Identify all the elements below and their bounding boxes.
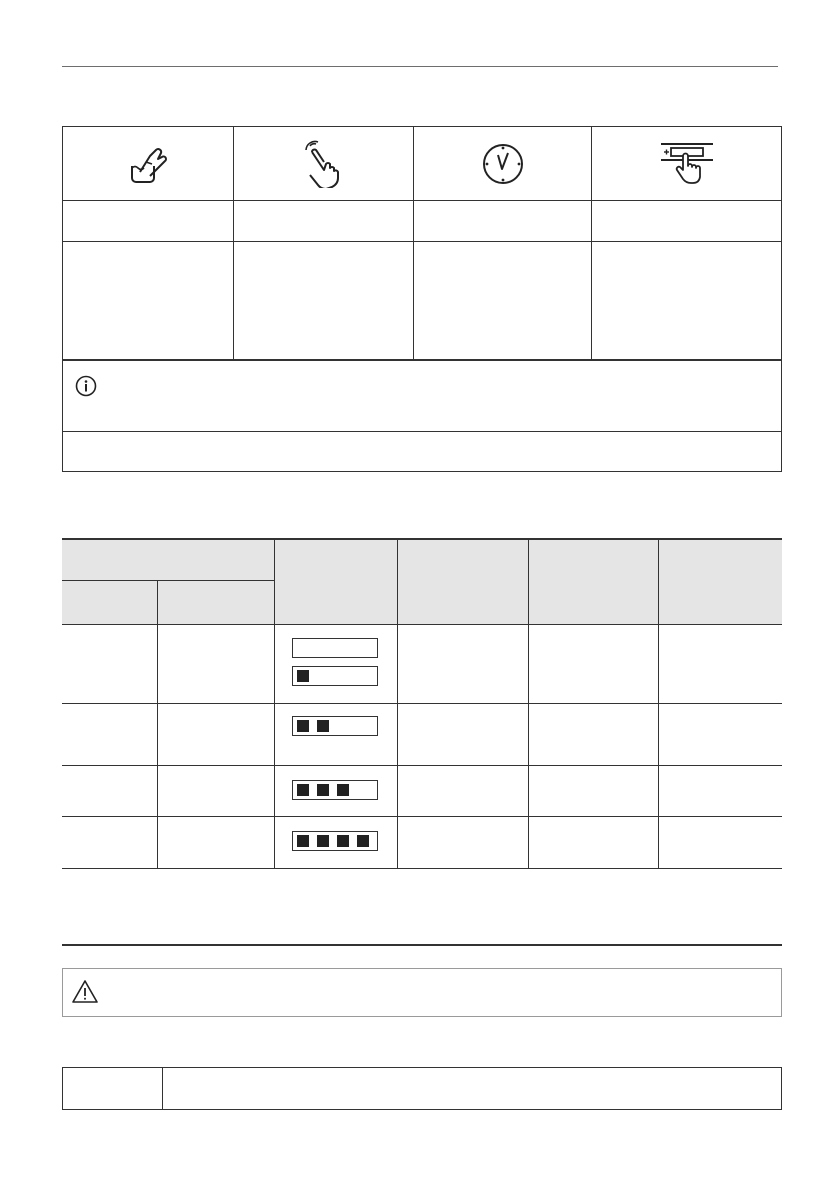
press-button-icon xyxy=(659,142,715,186)
level-square xyxy=(317,784,329,796)
warning-box xyxy=(62,968,782,1017)
info-table-value xyxy=(163,1068,781,1109)
level-square xyxy=(337,784,349,796)
feature-description xyxy=(63,242,234,359)
info-icon xyxy=(75,375,97,397)
header-rule xyxy=(62,66,778,67)
grid-line xyxy=(62,816,782,817)
level-square xyxy=(297,670,309,682)
header-col4 xyxy=(398,538,528,624)
feature-cell-2 xyxy=(234,127,414,200)
level-square xyxy=(297,720,309,732)
level-table xyxy=(62,538,782,869)
grid-line xyxy=(62,624,782,625)
info-table xyxy=(62,1067,782,1110)
grid-line xyxy=(62,538,782,540)
grid-line xyxy=(62,703,782,704)
feature-cell-4 xyxy=(592,127,781,200)
feature-label xyxy=(63,201,234,241)
grid-line xyxy=(274,538,275,869)
level-square xyxy=(297,835,309,847)
feature-table xyxy=(62,126,782,472)
level-indicator xyxy=(292,666,378,686)
feature-description xyxy=(592,242,781,359)
level-square xyxy=(317,720,329,732)
feature-cell-3 xyxy=(414,127,592,200)
level-indicator xyxy=(292,716,378,736)
feature-labels-row xyxy=(63,201,781,242)
feature-descriptions-row xyxy=(63,242,781,359)
header-sub2 xyxy=(158,581,274,624)
info-table-key xyxy=(63,1068,163,1109)
grid-line xyxy=(62,580,274,581)
grid-line xyxy=(658,538,659,869)
feature-cell-1 xyxy=(63,127,234,200)
warning-triangle-icon xyxy=(71,979,99,1005)
header-level xyxy=(275,538,397,624)
feature-description xyxy=(234,242,414,359)
level-indicator xyxy=(292,638,378,658)
clock-icon xyxy=(480,141,526,187)
feature-label xyxy=(414,201,592,241)
level-square xyxy=(317,835,329,847)
grid-line xyxy=(397,538,398,869)
info-note xyxy=(63,359,781,431)
level-indicator xyxy=(292,780,378,800)
feature-label xyxy=(592,201,781,241)
hand-in-water-icon xyxy=(126,142,170,186)
feature-label xyxy=(234,201,414,241)
level-square xyxy=(337,835,349,847)
feature-icons-row xyxy=(63,127,781,201)
section-rule xyxy=(62,944,782,946)
header-col6 xyxy=(659,538,782,624)
level-square xyxy=(297,784,309,796)
touch-gesture-icon xyxy=(302,140,346,188)
grid-line xyxy=(157,580,158,869)
level-indicator xyxy=(292,831,378,851)
grid-line xyxy=(62,868,782,869)
table-note xyxy=(63,431,781,471)
level-square xyxy=(357,835,369,847)
grid-line xyxy=(528,538,529,869)
grid-line xyxy=(62,765,782,766)
header-col5 xyxy=(529,538,658,624)
header-group xyxy=(62,538,274,580)
header-sub1 xyxy=(62,581,157,624)
feature-description xyxy=(414,242,592,359)
